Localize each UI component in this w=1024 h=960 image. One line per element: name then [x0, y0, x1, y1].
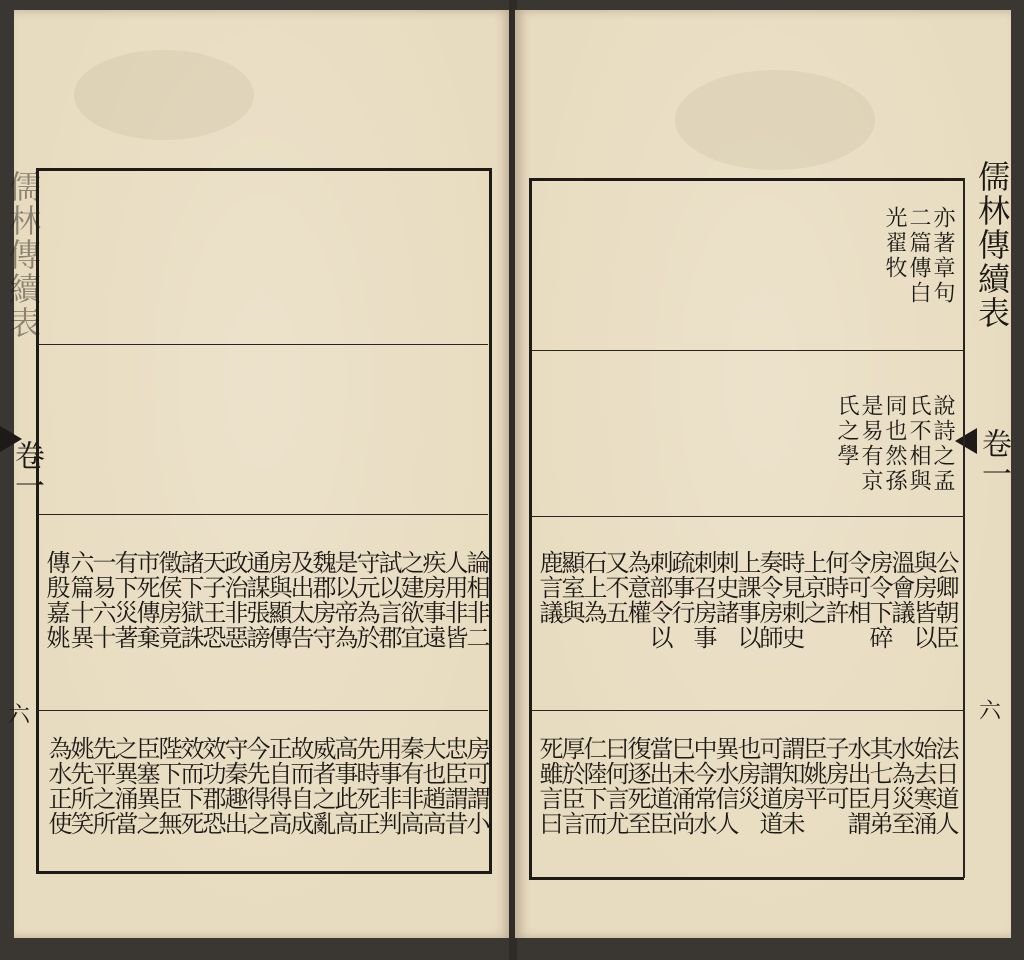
row-divider	[531, 350, 963, 351]
left-page-number: 六	[8, 703, 31, 728]
row-divider	[531, 710, 963, 711]
text-column: 之建欲宜	[396, 550, 424, 650]
text-column: 時見刺史	[777, 550, 805, 650]
text-column: 何時許	[821, 550, 849, 625]
text-column: 上京之	[799, 550, 827, 625]
note-column: 亦著章句	[930, 206, 955, 306]
text-column: 其七月弟	[865, 736, 893, 836]
row-divider	[38, 710, 488, 711]
text-column: 人用非皆	[440, 550, 468, 650]
text-column: 又不五	[601, 550, 629, 625]
text-column: 死雖言曰	[535, 736, 563, 836]
text-column: 奏令房師	[755, 550, 783, 650]
note-column: 氏不相與	[906, 394, 931, 494]
text-column: 復逐死至	[623, 736, 651, 836]
text-column: 是以帝為	[330, 550, 358, 650]
text-column: 曰何言尤	[601, 736, 629, 836]
text-column: 與房皆以	[909, 550, 937, 650]
text-column: 也房災	[733, 736, 761, 811]
note-column: 二篇傳白	[906, 206, 931, 306]
right-juan-label: 卷一	[976, 428, 1011, 488]
text-column: 中今常水	[689, 736, 717, 836]
right-page-margin-title: 儒林傳續表	[973, 160, 1011, 330]
text-column: 效而下死	[176, 736, 204, 836]
text-column: 可謂道道	[755, 736, 783, 836]
text-column: 當出道臣	[645, 736, 673, 836]
text-column: 論相非二	[462, 550, 490, 650]
text-column: 姚先所笑	[66, 736, 94, 836]
text-column: 用事非判	[374, 736, 402, 836]
paper-stain	[675, 70, 875, 170]
text-column: 水出臣謂	[843, 736, 871, 836]
text-column: 市死傳棄	[132, 550, 160, 650]
text-column: 始去寒涌	[909, 736, 937, 836]
text-column: 先平之所	[88, 736, 116, 836]
text-column: 溫會議	[887, 550, 915, 625]
text-column: 守秦趣出	[220, 736, 248, 836]
text-column: 水為災至	[887, 736, 915, 836]
text-column: 大也趙高	[418, 736, 446, 836]
right-page	[515, 10, 1011, 938]
text-column: 鹿言議	[535, 550, 563, 625]
text-column: 上課事以	[733, 550, 761, 650]
note-column: 說詩之孟	[930, 394, 955, 494]
text-column: 徵侯房竟	[154, 550, 182, 650]
text-column: 故而自成	[286, 736, 314, 836]
text-column: 為意權	[623, 550, 651, 625]
text-column: 高事此高	[330, 736, 358, 836]
text-column: 疾房事遠	[418, 550, 446, 650]
note-column: 光翟牧	[882, 206, 907, 281]
text-column: 刺召房事	[689, 550, 717, 650]
text-column: 厚於臣言	[557, 736, 585, 836]
left-page	[4, 10, 511, 938]
text-column: 一易六十	[88, 550, 116, 650]
text-column: 仁陸下而	[579, 736, 607, 836]
text-column: 臣塞異之	[132, 736, 160, 836]
text-column: 效功郡恐	[198, 736, 226, 836]
text-column: 子房可	[821, 736, 849, 811]
text-column: 魏郡房守	[308, 550, 336, 650]
text-column: 通謀張謗	[242, 550, 270, 650]
note-column: 氏之學	[834, 394, 859, 469]
text-column: 有下災著	[110, 550, 138, 650]
text-column: 威者之亂	[308, 736, 336, 836]
text-column: 令可相	[843, 550, 871, 625]
text-column: 刺史諸	[711, 550, 739, 625]
note-column: 是易有京	[858, 394, 883, 494]
text-column: 謂知房未	[777, 736, 805, 836]
row-divider	[531, 516, 963, 517]
paper-stain	[74, 50, 254, 140]
text-column: 疏事行	[667, 550, 695, 625]
text-column: 法日道人	[931, 736, 959, 836]
text-column: 天子王恐	[198, 550, 226, 650]
text-column: 傳殷嘉姚	[42, 550, 70, 650]
text-column: 忠臣謂昔	[440, 736, 468, 836]
text-column: 為水正使	[44, 736, 72, 836]
text-column: 顯室與	[557, 550, 585, 625]
text-column: 秦有非高	[396, 736, 424, 836]
row-divider	[38, 514, 488, 515]
text-column: 守元為於	[352, 550, 380, 650]
text-column: 刺部令以	[645, 550, 673, 650]
text-column: 異水信人	[711, 736, 739, 836]
text-column: 之異涌當	[110, 736, 138, 836]
text-column: 諸下獄誅	[176, 550, 204, 650]
note-column: 同也然孫	[882, 394, 907, 494]
right-page-number: 六	[979, 699, 1002, 724]
text-column: 房與顯傳	[264, 550, 292, 650]
text-column: 陛下臣無	[154, 736, 182, 836]
text-column: 六篇十異	[66, 550, 94, 650]
text-column: 政治非惡	[220, 550, 248, 650]
text-column: 公卿朝臣	[931, 550, 959, 650]
left-page-margin-title: 儒林傳續表	[4, 170, 42, 340]
text-column: 試以言郡	[374, 550, 402, 650]
text-column: 房令下碎	[865, 550, 893, 650]
frame-edge-line	[963, 178, 965, 878]
text-column: 先時死正	[352, 736, 380, 836]
text-column: 石上為	[579, 550, 607, 625]
text-column: 巳未涌尚	[667, 736, 695, 836]
text-column: 今先得之	[242, 736, 270, 836]
text-column: 臣姚平	[799, 736, 827, 811]
row-divider	[38, 344, 488, 345]
text-column: 正自得高	[264, 736, 292, 836]
left-juan-label: 卷一	[9, 440, 44, 500]
text-column: 房可謂小	[462, 736, 490, 836]
text-column: 及出太告	[286, 550, 314, 650]
